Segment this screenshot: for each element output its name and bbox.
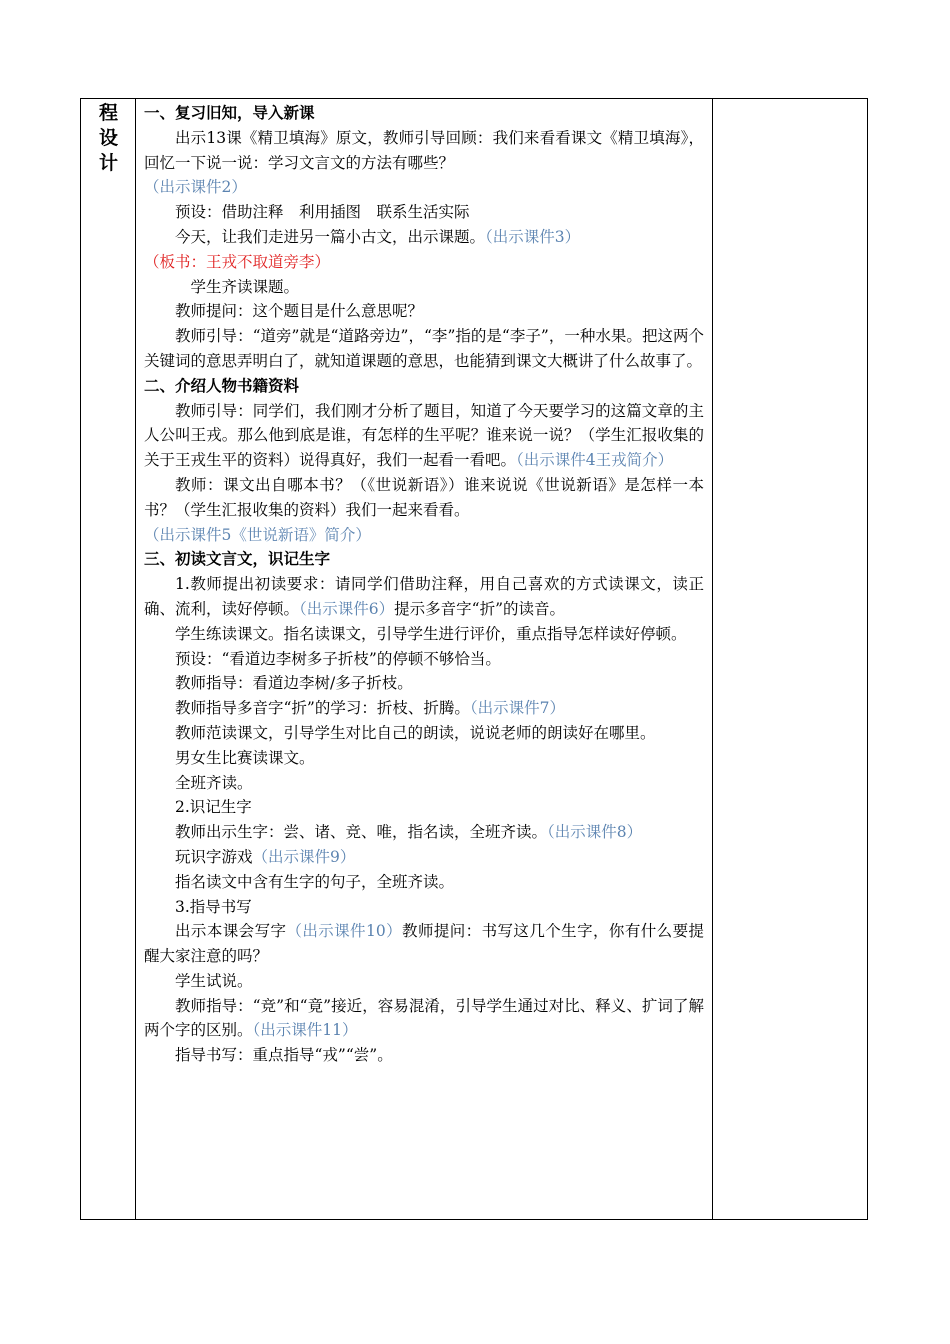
lesson-table bbox=[80, 98, 868, 1220]
courseware-ref: （出示课件10） bbox=[286, 922, 403, 941]
paragraph: 教师指导：看道边李树/多子折枝。 bbox=[175, 674, 413, 693]
paragraph: 教师引导：同学们，我们刚才分析了题目，知道了今天要学习的这篇文章的主人公叫王戎。那么他到底是谁，有怎样的生平呢？谁来说一说？（学生汇报收集的关于王戎生平的资料）说得真好，我们一起看一看吧。（出示课件4王戎简介） bbox=[144, 401, 704, 470]
courseware-ref: （出示课件8） bbox=[547, 823, 643, 842]
notes-column-divider bbox=[712, 99, 713, 1219]
courseware-ref: （出示课件9） bbox=[252, 847, 356, 866]
subheading: 2.识记生字 bbox=[175, 798, 252, 817]
courseware-ref: （出示课件5《世说新语》简介） bbox=[144, 525, 371, 544]
lesson-content bbox=[144, 101, 704, 1068]
heading-review: 一、复习旧知，导入新课 bbox=[144, 104, 315, 122]
heading-first-reading: 三、初读文言文，识记生字 bbox=[144, 550, 331, 569]
paragraph: 出示13课《精卫填海》原文，教师引导回顾：我们来看看课文《精卫填海》，回忆一下说一说：学习文言文的方法有哪些？ （出示课件2） bbox=[144, 128, 704, 197]
paragraph: 预设：“看道边李树多子折枝”的停顿不够恰当。 bbox=[175, 649, 501, 668]
paragraph: 教师出示生字：尝、诸、竞、唯，指名读，全班齐读。（出示课件8） bbox=[175, 823, 643, 842]
section-label-column bbox=[81, 99, 136, 1219]
paragraph: 教师引导：“道旁”就是“道路旁边”，“李”指的是“李子”，一种水果。把这两个关键词的意思弄明白了，就知道课题的意思，也能猜到课文大概讲了什么故事了。 bbox=[144, 327, 704, 370]
paragraph: 学生试说。 bbox=[175, 971, 253, 990]
courseware-ref: （出示课件3） bbox=[485, 227, 581, 246]
paragraph: 预设：借助注释 利用插图 联系生活实际 bbox=[175, 203, 470, 222]
courseware-ref: （出示课件4王戎简介） bbox=[516, 451, 674, 470]
paragraph: 男女生比赛读课文。 bbox=[175, 748, 315, 767]
paragraph: 教师：课文出自哪本书？（《世说新语》）谁来说说《世说新语》是怎样一本书？（学生汇报收集的资料）我们一起来看看。 （出示课件5《世说新语》简介） bbox=[144, 475, 704, 544]
paragraph: 出示本课会写字（出示课件10）教师提问：书写这几个生字，你有什么要提醒大家注意的吗？ bbox=[144, 922, 704, 966]
paragraph: 今天，让我们走进另一篇小古文，出示课题。（出示课件3） （板书：王戎不取道旁李） bbox=[144, 227, 581, 271]
paragraph: 全班齐读。 bbox=[175, 773, 253, 792]
courseware-ref: （出示课件11） bbox=[252, 1021, 358, 1040]
heading-background: 二、介绍人物书籍资料 bbox=[144, 376, 300, 395]
paragraph: 教师提问：这个题目是什么意思呢？ bbox=[175, 302, 424, 321]
section-label-char: 程 bbox=[98, 102, 118, 124]
courseware-ref: （出示课件6） bbox=[299, 599, 395, 618]
paragraph: 学生练读课文。指名读课文，引导学生进行评价，重点指导怎样读好停顿。 bbox=[175, 624, 687, 643]
paragraph: 教师范读课文，引导学生对比自己的朗读，说说老师的朗读好在哪里。 bbox=[175, 723, 656, 742]
subheading: 3.指导书写 bbox=[175, 897, 252, 916]
paragraph: 教师指导：“竞”和“竟”接近，容易混淆，引导学生通过对比、释义、扩词了解两个字的区别。（出示课件11） bbox=[144, 996, 704, 1040]
paragraph: 教师指导多音字“折”的学习：折枝、折腾。（出示课件7） bbox=[175, 699, 565, 718]
courseware-ref: （出示课件7） bbox=[469, 699, 565, 718]
paragraph: 玩识字游戏（出示课件9） bbox=[175, 847, 356, 866]
paragraph: 指导书写：重点指导“戎”“尝”。 bbox=[175, 1046, 393, 1065]
section-label-char: 计 bbox=[98, 152, 118, 174]
paragraph: 1.教师提出初读要求：请同学们借助注释，用自己喜欢的方式读课文，读正确、流利，读好停顿。（出示课件6）提示多音字“折”的读音。 bbox=[144, 575, 704, 618]
courseware-ref: （出示课件2） bbox=[144, 178, 247, 197]
paragraph: 学生齐读课题。 bbox=[190, 277, 300, 296]
section-label-char: 设 bbox=[98, 127, 118, 149]
section-label bbox=[81, 101, 136, 176]
board-note: （板书：王戎不取道旁李） bbox=[144, 252, 331, 271]
paragraph: 指名读文中含有生字的句子，全班齐读。 bbox=[175, 872, 455, 891]
